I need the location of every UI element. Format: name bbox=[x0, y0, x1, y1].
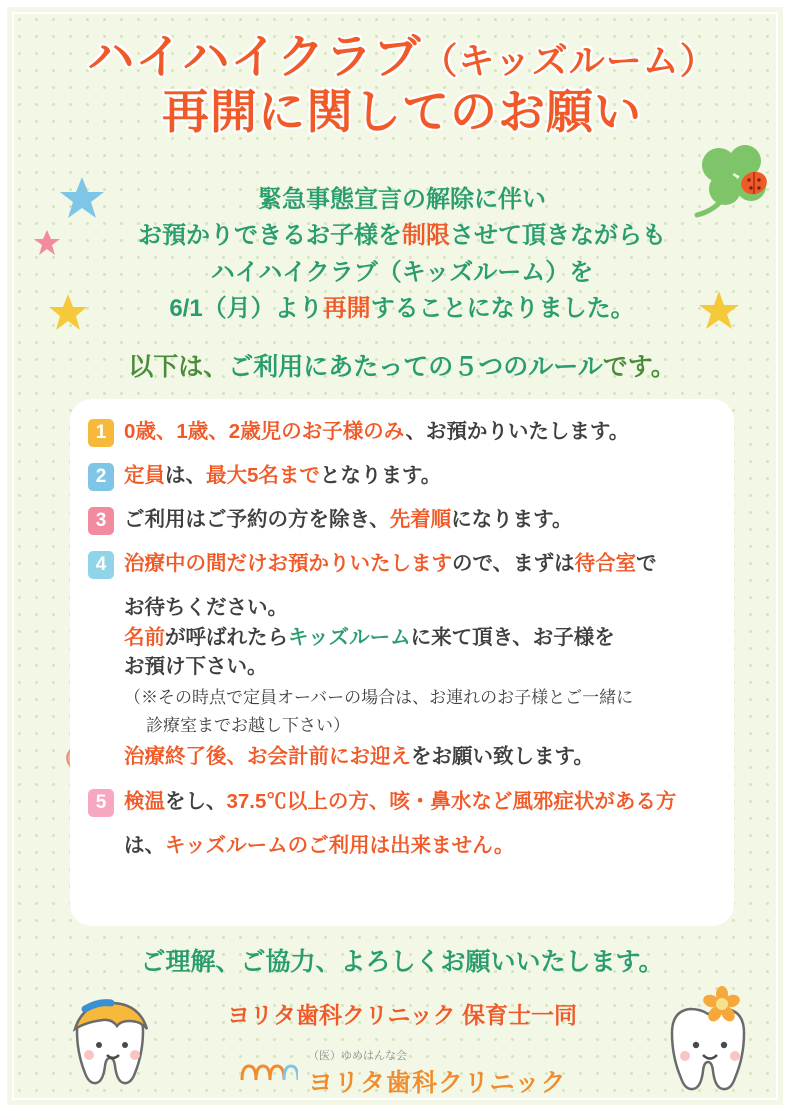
rule-text-3 bbox=[124, 505, 573, 535]
lead-line-4-highlight: 再開 bbox=[322, 295, 371, 323]
logo-wave-icon bbox=[238, 1062, 298, 1084]
rule-item-4 bbox=[88, 549, 716, 579]
rule-4-details bbox=[124, 593, 716, 771]
title-sub-text: （キッズルーム） bbox=[421, 40, 717, 81]
rule-5-part-2: をし、 bbox=[165, 790, 227, 814]
rules-intro-c: です。 bbox=[602, 353, 676, 381]
clinic-signature: ヨリタ歯科クリニック 保育士一同 bbox=[226, 1002, 577, 1028]
rule-5-part-3: 37.5℃以上の方、咳・鼻水など風邪症状がある方 bbox=[226, 790, 677, 814]
title-line-1 bbox=[7, 31, 790, 84]
page-title bbox=[7, 31, 790, 138]
rule-4-part-3: 待合室 bbox=[574, 552, 637, 575]
rule-4-line-4 bbox=[124, 742, 716, 772]
rule-4-part-2: ので、まずは bbox=[452, 552, 575, 575]
title-line-2: 再開に関してのお願い bbox=[162, 84, 642, 138]
rules-card bbox=[70, 399, 734, 926]
rule-1-part-1: 0歳、1歳、2歳児のお子様のみ bbox=[124, 420, 406, 443]
rule-text-5 bbox=[124, 787, 676, 817]
rule-number-badge-4: 4 bbox=[88, 551, 114, 579]
rule-4-line-2 bbox=[124, 623, 716, 653]
thanks-message: ご理解、ご協力、よろしくお願いいたします。 bbox=[140, 948, 664, 976]
rule-4-line-2-a: 名前 bbox=[124, 625, 165, 649]
rule-4-note-line-2: 診療室までお越し下さい） bbox=[146, 715, 350, 735]
rule-2-part-3: 最大5名まで bbox=[206, 464, 320, 487]
rule-number-badge-3: 3 bbox=[88, 507, 114, 535]
rule-number-badge-5: 5 bbox=[88, 789, 114, 817]
rule-2-part-2: は、 bbox=[165, 464, 206, 487]
rules-intro-a: 以下は、 bbox=[128, 353, 229, 381]
lead-line-4-a: 6/1（月）より bbox=[169, 295, 323, 323]
lead-line-2-a: お預かりできるお子様を bbox=[138, 222, 402, 250]
rule-number-badge-1: 1 bbox=[88, 419, 114, 447]
title-main-text: ハイハイクラブ bbox=[87, 30, 422, 83]
rule-4-note-line-1: （※その時点で定員オーバーの場合は、お連れのお子様とご一緒に bbox=[124, 688, 634, 708]
rule-4-line-4-a: 治療終了後、お会計前にお迎え bbox=[124, 744, 411, 768]
rule-text-1 bbox=[124, 417, 629, 447]
rule-5-part-1: 検温 bbox=[124, 790, 165, 814]
lead-line-2 bbox=[7, 218, 790, 254]
rule-3-part-2: 先着順 bbox=[389, 508, 452, 531]
rule-4-line-3: お預け下さい。 bbox=[124, 655, 268, 679]
rule-item-1 bbox=[88, 417, 716, 447]
rule-3-part-3: になります。 bbox=[451, 508, 573, 531]
lead-line-2-highlight: 制限 bbox=[402, 222, 450, 250]
rule-4-line-2-b: が呼ばれたら bbox=[165, 625, 288, 649]
rule-4-part-4: で bbox=[636, 552, 657, 575]
logo-title: ヨリタ歯科クリニック bbox=[307, 1069, 567, 1097]
lead-line-4-c: することになりました。 bbox=[370, 295, 635, 323]
logo-subtitle: （医）ゆめはんな会 bbox=[307, 1050, 407, 1062]
rule-4-line-4-b: をお願い致します。 bbox=[411, 744, 594, 768]
rule-item-2 bbox=[88, 461, 716, 491]
clinic-logo bbox=[7, 1047, 790, 1099]
rule-3-part-1: ご利用はご予約の方を除き、 bbox=[124, 508, 390, 531]
rule-5-details bbox=[124, 831, 716, 861]
rule-4-line-1: お待ちください。 bbox=[124, 596, 288, 619]
lead-paragraph bbox=[7, 182, 790, 328]
rule-2-part-4: となります。 bbox=[319, 464, 442, 487]
rules-intro-b: ご利用にあたっての５つのルール bbox=[228, 353, 603, 381]
lead-line-4 bbox=[7, 291, 790, 327]
lead-line-3: ハイハイクラブ（キッズルーム）を bbox=[210, 258, 594, 286]
lead-line-1: 緊急事態宣言の解除に伴い bbox=[258, 186, 546, 213]
rule-text-2 bbox=[124, 461, 441, 491]
rule-5-line-2-a: は、 bbox=[124, 834, 165, 858]
rule-5-line-2-b: キッズルームのご利用は出来ません。 bbox=[165, 834, 515, 858]
rule-number-badge-2: 2 bbox=[88, 463, 114, 491]
rule-5-line-2 bbox=[124, 831, 716, 861]
rule-item-5 bbox=[88, 787, 716, 817]
rule-2-part-1: 定員 bbox=[124, 464, 165, 487]
rules-intro bbox=[7, 347, 790, 383]
rule-4-line-2-d: に来て頂き、お子様を bbox=[410, 625, 615, 649]
rule-1-part-2: 、お預かりいたします。 bbox=[405, 420, 630, 443]
rules-list bbox=[88, 417, 716, 861]
rule-4-line-2-c: キッズルーム bbox=[288, 625, 411, 649]
rule-text-4 bbox=[124, 549, 657, 579]
lead-line-2-c: させて頂きながらも bbox=[450, 222, 666, 250]
rule-item-3 bbox=[88, 505, 716, 535]
rule-4-part-1: 治療中の間だけお預かりいたします bbox=[124, 552, 452, 575]
